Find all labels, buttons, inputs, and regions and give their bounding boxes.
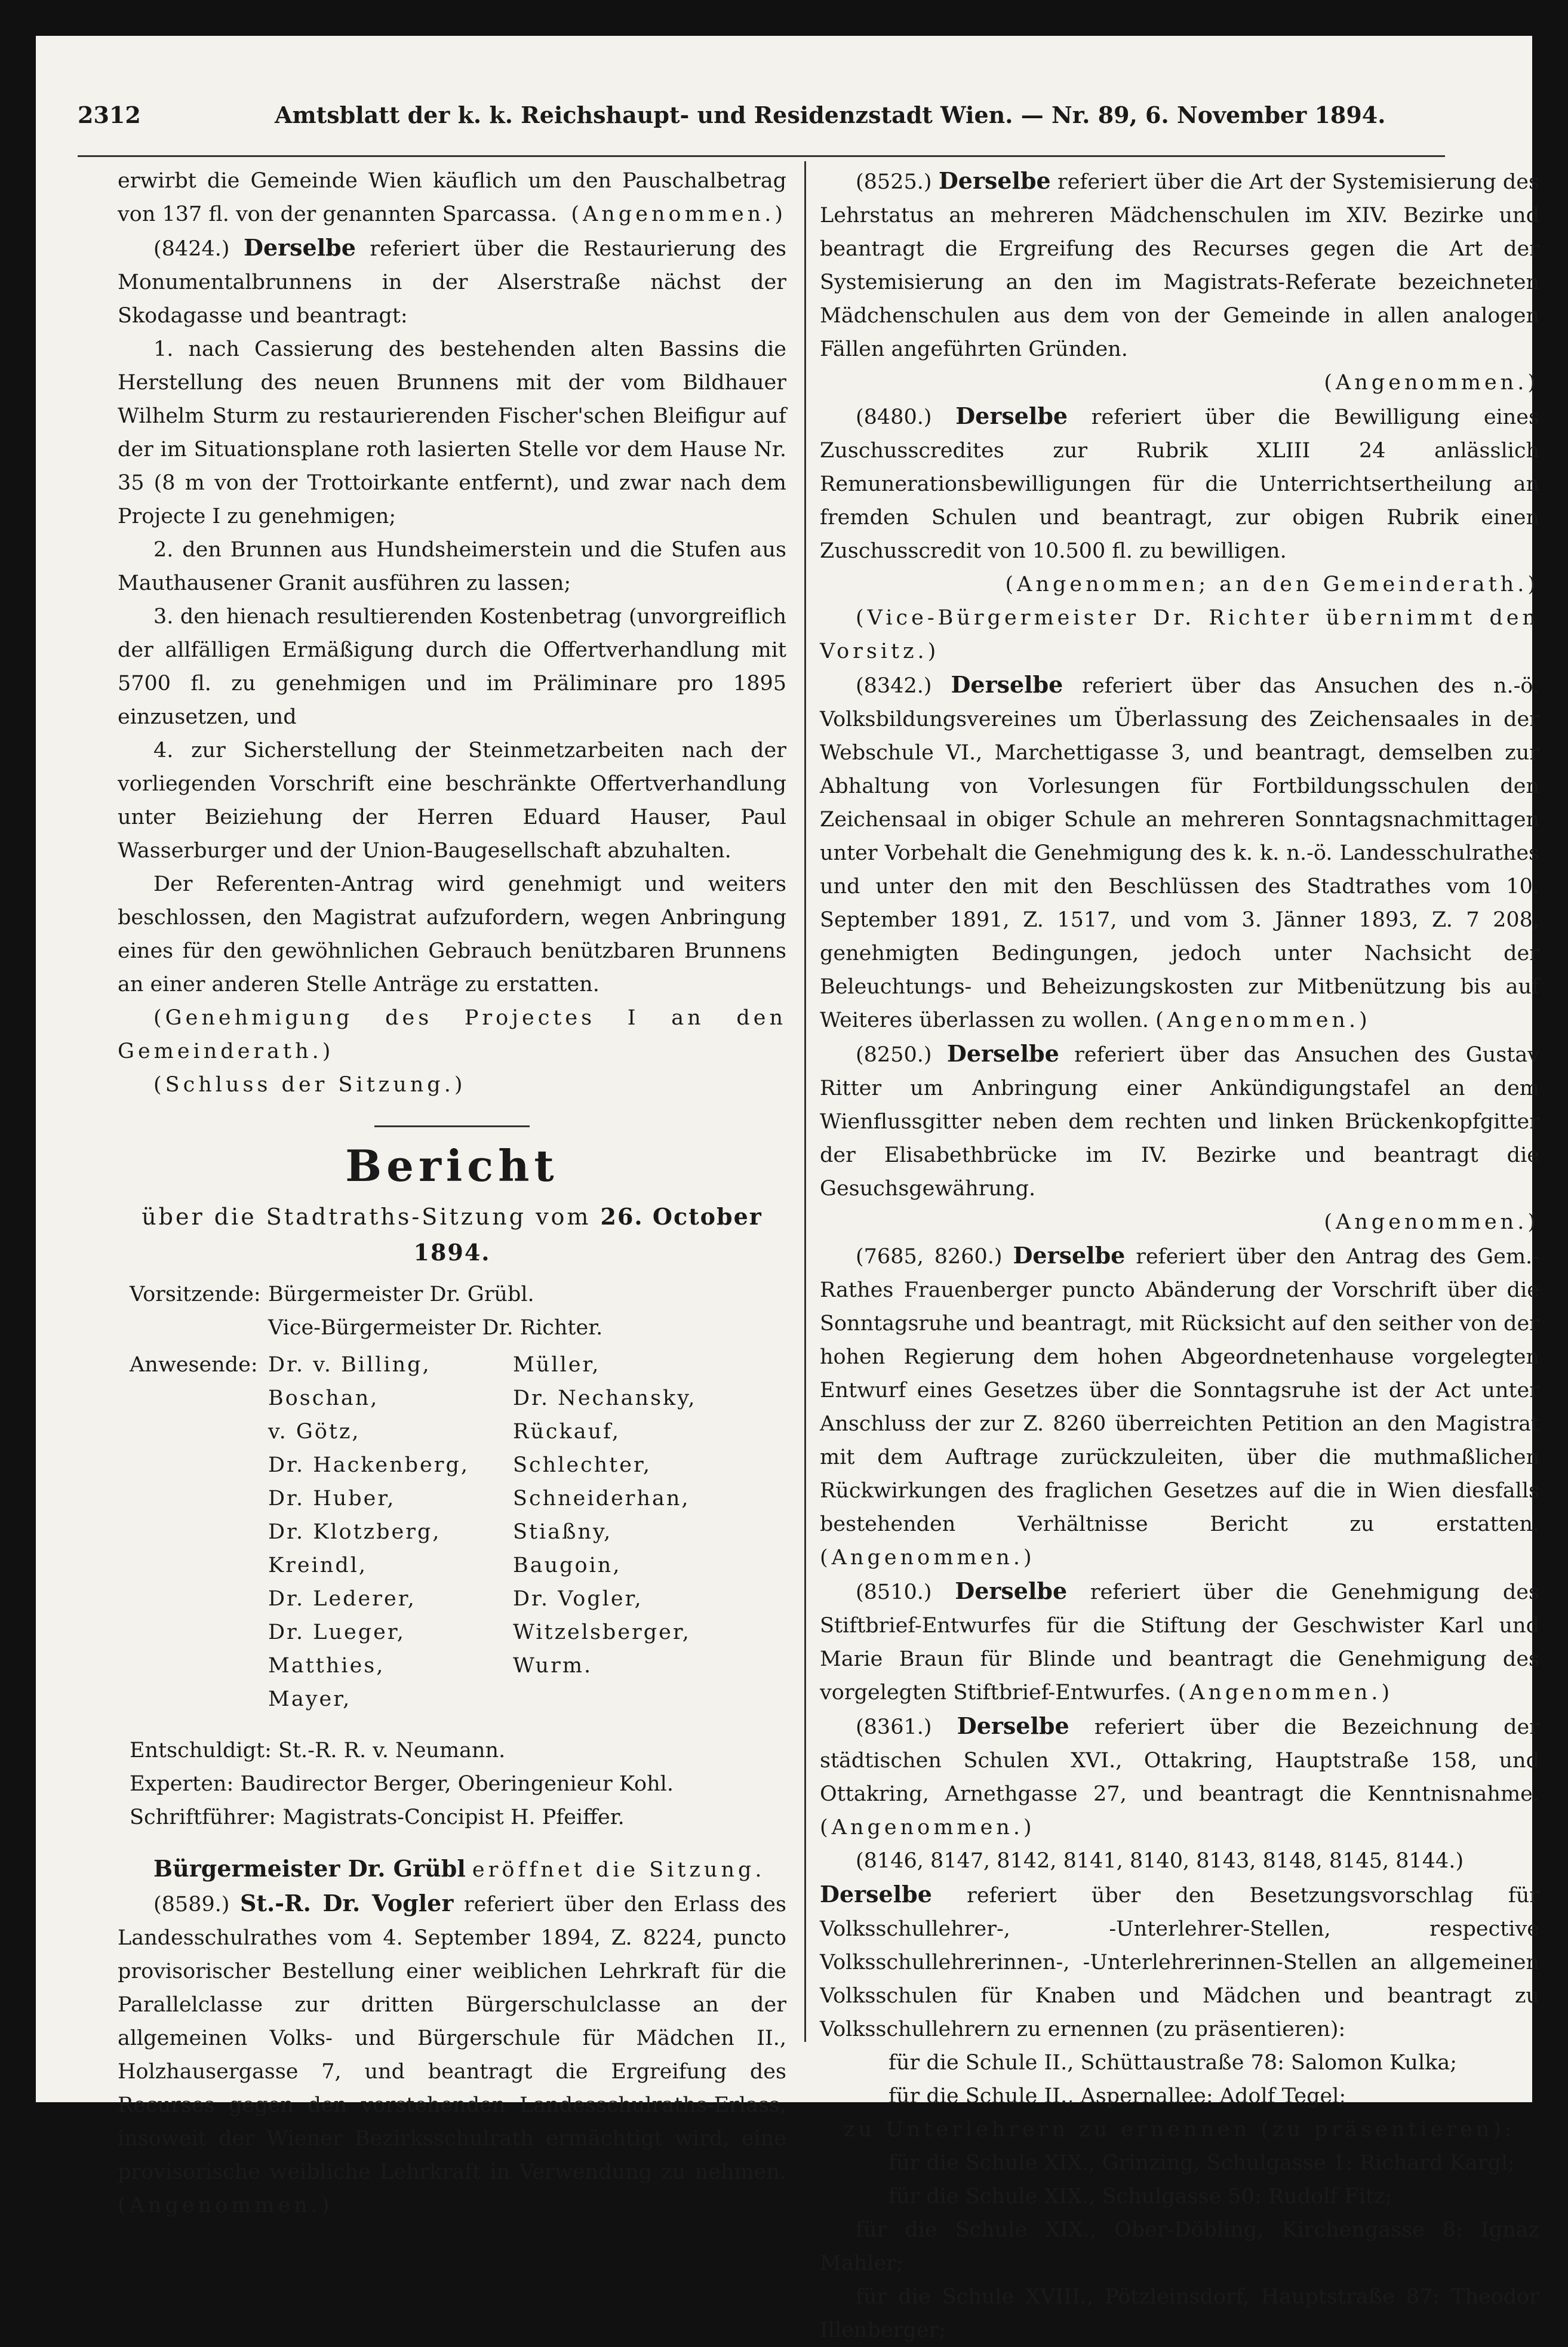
- status-note: (Angenommen.): [1324, 371, 1539, 395]
- attendee: Kreindl,: [268, 1554, 368, 1577]
- label: Anwesende:: [130, 1353, 258, 1377]
- header-rule: [78, 155, 1445, 157]
- status-note: (Angenommen.): [571, 202, 786, 226]
- status-note: (Angenommen.): [118, 2194, 333, 2217]
- appointment-item: für die Schule II., Schüttaustraße 78: Salomon Kulka;: [888, 2051, 1458, 2075]
- attendee: Dr. Vogler,: [513, 1587, 643, 1611]
- label: Entschuldigt:: [130, 1739, 272, 1762]
- subheading: zu Unterlehrern zu ernennen (zu präsentieren):: [844, 2118, 1515, 2142]
- attendees-list: [118, 1348, 786, 1716]
- speaker: Derselbe: [820, 1881, 932, 1908]
- session-date: 26. October 1894.: [413, 1203, 763, 1266]
- presiding-list: [118, 1278, 786, 1345]
- attendee: Matthies,: [268, 1654, 385, 1678]
- attendee: Stiaßny,: [513, 1520, 613, 1544]
- session-details: [118, 1734, 786, 1834]
- appointment-item: für die Schule XIX., Ober-Döbling, Kirchengasse 8: Ignaz Mahler;: [820, 2218, 1539, 2275]
- left-column: [118, 164, 786, 2222]
- attendees-col-1: [268, 1348, 513, 1716]
- speaker: Bürgermeister Dr. Grübl: [153, 1855, 466, 1882]
- attendee: Wurm.: [513, 1654, 593, 1678]
- status-note: (Angenommen.): [820, 1816, 1035, 1840]
- speaker: Derselbe: [946, 1040, 1059, 1067]
- paragraph: Bürgermeister Dr. Grübl eröffnet die Sitzung.: [153, 1855, 765, 1882]
- attendee: Mayer,: [268, 1687, 352, 1711]
- speaker: Derselbe: [1013, 1242, 1126, 1269]
- appointment-item: für die Schule XVIII., Pötzleinsdorf, Hauptstraße 87: Theodor Illenberger;: [820, 2285, 1539, 2342]
- attendee: Dr. Lederer,: [268, 1587, 416, 1611]
- list-item: 3. den hienach resultierenden Kostenbetrag (unvorgreiflich der allfälligen Ermäßigung durch die Offertverhandlung mit 5700 fl. zu genehmigen und im Präliminare pro 1895 einzusetzen, und: [118, 605, 786, 729]
- attendee: Rückauf,: [513, 1420, 620, 1444]
- appointment-item: für die Schule II., Aspernallee: Adolf Tegel;: [888, 2084, 1346, 2108]
- speaker: Derselbe: [955, 1577, 1068, 1604]
- attendee: v. Götz,: [268, 1420, 361, 1444]
- paragraph: (8361.) Derselbe referiert über die Bezeichnung der städtischen Schulen XVI., Ottakring, Hauptstraße 158, und Ottakring, Arnethgasse 27, und beantragt die Kenntnisnahme. (Angenommen.): [820, 1712, 1539, 1840]
- paragraph: (Vice-Bürgermeister Dr. Richter übernimmt den Vorsitz.): [820, 606, 1539, 663]
- paragraph: (8525.) Derselbe referiert über die Art der Systemisierung des Lehrstatus an mehreren Mädchenschulen im XIV. Bezirke und beantragt die Ergreifung des Recurses gegen die Art der Systemisierung an den im Magistrats-Referate bezeichneten Mädchenschulen aus dem von der Gemeinde in allen analogen Fällen angeführten Gründen.: [820, 167, 1539, 361]
- attendee: Dr. Klotzberg,: [268, 1520, 441, 1544]
- attendee: Dr. v. Billing,: [268, 1353, 431, 1377]
- speaker: Derselbe: [938, 167, 1051, 194]
- list-item: 1. nach Cassierung des bestehenden alten Bassins die Herstellung des neuen Brunnens mit der vom Bildhauer Wilhelm Sturm zu restaurierenden Fischer'schen Bleifigur auf der im Situationsplane roth lasierten Stelle vor dem Hause Nr. 35 (8 m von der Trottoirkante entfernt), und zwar nach dem Projecte I zu genehmigen;: [118, 337, 786, 528]
- value: Magistrats-Concipist H. Pfeiffer.: [282, 1805, 625, 1829]
- status-note: (Angenommen.): [1324, 1210, 1539, 1234]
- status-note: (Angenommen.): [820, 1546, 1035, 1570]
- list-item: 4. zur Sicherstellung der Steinmetzarbeiten nach der vorliegenden Vorschrift eine beschränkte Offertverhandlung unter Beiziehung der Herren Eduard Hauser, Paul Wasserburger und der Union-Baugesellschaft abzuhalten.: [118, 739, 786, 863]
- section-title: Bericht: [345, 1140, 559, 1191]
- paragraph: (8424.) Derselbe referiert über die Restaurierung des Monumentalbrunnens in der Alserstraße nächst der Skodagasse und beantragt:: [118, 234, 786, 328]
- label: Schriftführer:: [130, 1805, 276, 1829]
- attendee: Dr. Huber,: [268, 1487, 396, 1511]
- speaker: Derselbe: [951, 671, 1063, 698]
- speaker: Derselbe: [955, 402, 1068, 429]
- speaker: Derselbe: [244, 234, 356, 261]
- status-note: (Angenommen; an den Gemeinderath.): [1005, 573, 1539, 596]
- attendee: Müller,: [513, 1353, 601, 1377]
- document-page: [36, 36, 1539, 2342]
- paragraph: (8146, 8147, 8142, 8141, 8140, 8143, 8148, 8145, 8144.): [856, 1849, 1464, 1873]
- paragraph: erwirbt die Gemeinde Wien käuflich um den Pauschalbetrag von 137 fl. von der genannten Sparcassa. (Angenommen.): [118, 164, 786, 231]
- section-divider: [374, 1125, 530, 1127]
- column-divider: [804, 161, 806, 2042]
- attendee: Dr. Hackenberg,: [268, 1453, 470, 1477]
- value: St.-R. R. v. Neumann.: [278, 1739, 506, 1762]
- attendee: Dr. Nechansky,: [513, 1386, 697, 1410]
- status-note: (Angenommen.): [1177, 1681, 1394, 1705]
- paragraph: (8510.) Derselbe referiert über die Genehmigung des Stiftbrief-Entwurfes für die Stiftung der Geschwister Karl und Marie Braun für Blinde und beantragt die Genehmigung des vorgelegten Stiftbrief-Entwurfes. (Angenommen.): [820, 1577, 1539, 1705]
- attendee: Boschan,: [268, 1386, 379, 1410]
- attendee: Witzelsberger,: [513, 1620, 691, 1644]
- label: Experten:: [130, 1772, 234, 1796]
- appointment-item: für die Schule XIX., Schulgasse 50: Rudolf Fitz;: [888, 2185, 1392, 2208]
- right-column: [820, 164, 1539, 2347]
- paragraph: Der Referenten-Antrag wird genehmigt und weiters beschlossen, den Magistrat aufzufordern, wegen Anbringung eines für den gewöhnlichen Gebrauch benützbaren Brunnens an einer anderen Stelle Anträge zu erstatten.: [118, 872, 786, 996]
- page-number: 2312: [78, 101, 141, 128]
- speaker: St.-R. Dr. Vogler: [240, 1890, 454, 1917]
- paragraph: (Genehmigung des Projectes I an den Gemeinderath.): [118, 1006, 786, 1063]
- appointment-item: für die Schule XIX., Grinzing, Schulgasse 1: Richard Kargl;: [888, 2151, 1515, 2175]
- paragraph: (8250.) Derselbe referiert über das Ansuchen des Gustav Ritter um Anbringung einer Ankündigungstafel an dem Wienflussgitter neben dem rechten und linken Brückenkopfgitter der Elisabethbrücke im IV. Bezirke und beantragt die Gesuchsgewährung.: [820, 1040, 1539, 1201]
- value: Baudirector Berger, Oberingenieur Kohl.: [240, 1772, 674, 1796]
- page-header-title: Amtsblatt der k. k. Reichshaupt- und Residenzstadt Wien. — Nr. 89, 6. November 1894.: [275, 101, 1386, 128]
- attendee: Schlechter,: [513, 1453, 651, 1477]
- paragraph: Derselbe referiert über den Besetzungsvorschlag für Volksschullehrer-, -Unterlehrer-Stellen, respective Volksschullehrerinnen-, -Unterlehrerinnen-Stellen an allgemeinen Volksschulen für Knaben und Mädchen und beantragt zu Volksschullehrern zu ernennen (zu präsentieren):: [820, 1881, 1539, 2041]
- name: Bürgermeister Dr. Grübl.: [268, 1282, 534, 1306]
- attendee: Baugoin,: [513, 1554, 622, 1577]
- paragraph: (8480.) Derselbe referiert über die Bewilligung eines Zuschusscredites zur Rubrik XLIII 24 anlässlich Remunerationsbewilligungen für die Unterrichtsertheilung an fremden Schulen und beantragt, zur obigen Rubrik einen Zuschusscredit von 10.500 fl. zu bewilligen.: [820, 402, 1539, 563]
- attendee: Dr. Lueger,: [268, 1620, 405, 1644]
- speaker: Derselbe: [957, 1712, 1069, 1739]
- attendee: Schneiderhan,: [513, 1487, 690, 1511]
- paragraph: (8342.) Derselbe referiert über das Ansuchen des n.-ö. Volksbildungsvereines um Überlassung des Zeichensaales in der Webschule VI., Marchettigasse 3, und beantragt, demselben zur Abhaltung von Vorlesungen für Fortbildungsschulen den Zeichensaal in obiger Schule an mehreren Sonntagsnachmittagen unter Vorbehalt die Genehmigung des k. k. n.-ö. Landesschulrathes und unter den mit den Beschlüssen des Stadtrathes vom 10. September 1891, Z. 1517, und vom 3. Jänner 1893, Z. 7 208, genehmigten Bedingungen, jedoch unter Nachsicht der Beleuchtungs- und Beheizungskosten zur Mitbenützung bis auf Weiteres überlassen zu wollen. (Angenommen.): [820, 671, 1539, 1032]
- status-note: (Angenommen.): [1155, 1008, 1371, 1032]
- paragraph: (Schluss der Sitzung.): [153, 1073, 466, 1097]
- list-item: 2. den Brunnen aus Hundsheimerstein und die Stufen aus Mauthausener Granit ausführen zu lassen;: [118, 538, 786, 595]
- name: Vice-Bürgermeister Dr. Richter.: [268, 1316, 603, 1340]
- paragraph: (7685, 8260.) Derselbe referiert über den Antrag des Gem.-Rathes Frauenberger puncto Abänderung der Vorschrift über die Sonntagsruhe und beantragt, mit Rücksicht auf den seither von der hohen Regierung dem hohen Abgeordnetenhause vorgelegten Entwurf eines Gesetzes über die Sonntagsruhe ist der Act unter Anschluss der zur Z. 8260 überreichten Petition an den Magistrat mit dem Auftrage zurückzuleiten, über die muthmaßlichen Rückwirkungen des fraglichen Gesetzes auf die in Wien diesfalls bestehenden Verhältnisse Bericht zu erstatten. (Angenommen.): [820, 1242, 1539, 1570]
- label: Vorsitzende:: [130, 1282, 261, 1306]
- paragraph: (8589.) St.-R. Dr. Vogler referiert über den Erlass des Landesschulrathes vom 4. September 1894, Z. 8224, puncto provisorischer Bestellung einer weiblichen Lehrkraft für die Parallelclasse zur dritten Bürgerschulclasse an der allgemeinen Volks- und Bürgerschule für Mädchen II., Holzhausergasse 7, und beantragt die Ergreifung des Recurses gegen den vorstehenden Landesschulraths-Erlass, insoweit der Wiener Bezirksschulrath ermächtigt wird, eine provisorische weibliche Lehrkraft in Verwendung zu nehmen. (Angenommen.): [118, 1890, 786, 2217]
- page-header: [78, 101, 1445, 149]
- section-subtitle: über die Stadtraths-Sitzung vom 26. October 1894.: [142, 1203, 763, 1266]
- attendees-col-2: [513, 1348, 776, 1716]
